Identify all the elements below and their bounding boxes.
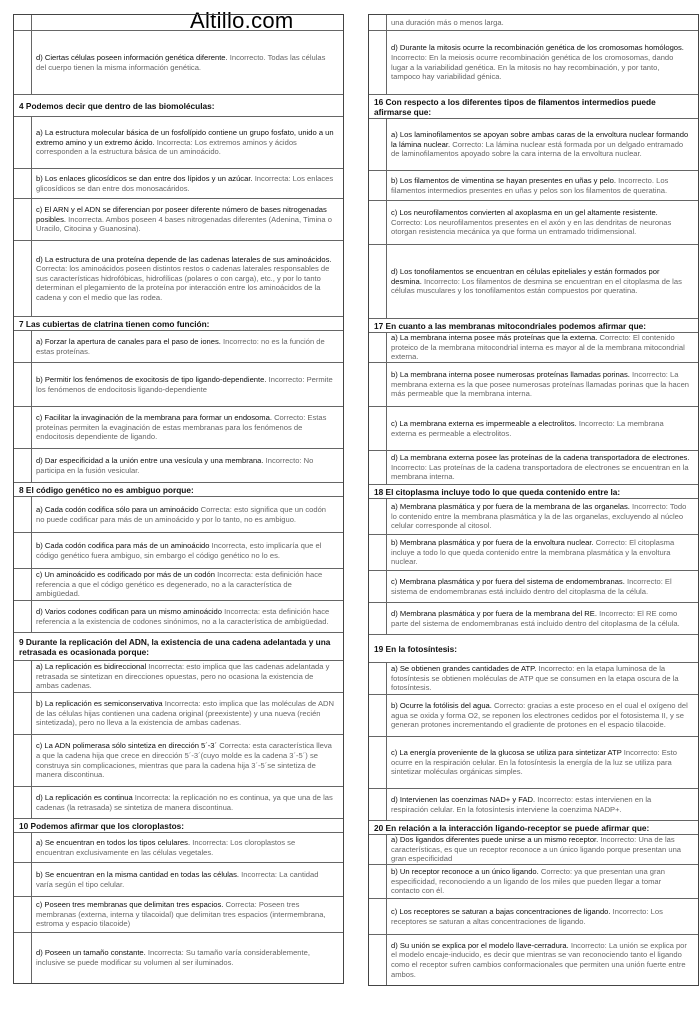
answer-row xyxy=(369,663,698,695)
answer-row xyxy=(14,407,343,449)
answer-row xyxy=(14,331,343,363)
answer-explanation: Correcta: esto significa que un codón no puede codificar para más de un aminoácido y por lo tanto, no es ambiguo. xyxy=(36,504,327,524)
answer-gutter xyxy=(14,199,32,240)
answer-explanation: Incorrecto: Las proteínas de la cadena transportadora de electrones se encuentran en la membrana interna. xyxy=(391,462,689,482)
answer-text xyxy=(387,663,694,694)
answer-row xyxy=(369,935,698,985)
answer-gutter xyxy=(14,15,32,30)
answer-gutter xyxy=(14,169,32,198)
answer-gutter xyxy=(14,363,32,406)
answer-explanation: Incorrecto: estas intervienen en la respiración celular. En la fotosíntesis interviene la coenzima NADP+. xyxy=(391,794,652,814)
answer-option: d) Varios codones codifican para un mismo aminoácido xyxy=(36,606,223,616)
answer-option: a) Se obtienen grandes cantidades de ATP. xyxy=(391,664,537,674)
answer-gutter xyxy=(14,787,32,818)
answer-text xyxy=(32,22,40,24)
question-heading: 9 Durante la replicación del ADN, la existencia de una cadena adelantada y una retrasada es ocasionada porque: xyxy=(14,633,343,661)
answer-option: b) Ocurre la fotólisis del agua. xyxy=(391,701,492,711)
answer-row xyxy=(369,31,698,95)
answer-row xyxy=(14,533,343,569)
answer-row xyxy=(14,497,343,533)
answer-explanation: Incorrecto: El RE como parte del sistema de endomembranas está incluido dentro del citoplasma de la célula. xyxy=(391,608,680,628)
answer-option: c) El ARN y el ADN se diferencian por poseer diferente número de bases nitrogenadas posibles. xyxy=(36,205,327,224)
answer-explanation: Correcto: El contenido proteico de la membrana mitocondrial interna es mayor al de la membrana mitocondrial externa. xyxy=(391,333,685,362)
answer-text xyxy=(32,540,339,561)
answer-explanation: Correcto: La lámina nuclear está formada por un delgado entramado de laminofilamentos apoyado sobre la cara interna de la envoltura nuclear. xyxy=(391,139,684,159)
answer-text xyxy=(32,661,339,692)
answer-option: a) Forzar la apertura de canales para el paso de iones. xyxy=(36,336,221,346)
answer-explanation: Incorrecta: Los enlaces glicosídicos se dan entre dos monosacáridos. xyxy=(36,173,334,193)
answer-row xyxy=(14,863,343,897)
answer-option: b) Los filamentos de vimentina se hayan presentes en uñas y pelo. xyxy=(391,175,616,185)
question-heading: 4 Podemos decir que dentro de las biomoléculas: xyxy=(14,95,343,117)
answer-row xyxy=(369,603,698,635)
answer-text xyxy=(32,374,339,395)
answer-text xyxy=(387,207,694,238)
answer-row xyxy=(14,735,343,787)
answer-gutter xyxy=(14,693,32,734)
answer-text xyxy=(32,899,339,930)
answer-explanation: Incorrecto: Los filamentos de desmina se encuentran en el citoplasma de las células musculares y los tonofilamentos están compuestos por queratina. xyxy=(391,276,682,296)
answer-gutter xyxy=(369,695,387,736)
answer-text xyxy=(387,42,694,82)
answer-text xyxy=(32,606,339,627)
answer-option: d) Ciertas células poseen información genética diferente. xyxy=(36,52,228,62)
answer-explanation: Incorrecto: La membrana externa es permeable a electrolitos. xyxy=(391,418,664,438)
answer-option: c) Poseen tres membranas que delimitan tres espacios. xyxy=(36,900,224,910)
answer-option: a) Membrana plasmática y por fuera de la membrana de las organelas. xyxy=(391,502,630,512)
answer-row xyxy=(369,451,698,485)
answer-gutter xyxy=(14,497,32,532)
answer-row xyxy=(14,241,343,317)
answer-row xyxy=(369,695,698,737)
question-heading: 7 Las cubiertas de clatrina tienen como función: xyxy=(14,317,343,331)
answer-explanation: Incorrecta: Su tamaño varía considerablemente, inclusive se puede modificar su volumen al ser iluminados. xyxy=(36,948,310,967)
answer-option: b) Un receptor reconoce a un único ligando. xyxy=(391,867,539,877)
answer-explanation: Incorrecto: en la etapa luminosa de la fotosíntesis se obtienen moléculas de ATP que se consumen en la etapa oscura de la fotosíntesis. xyxy=(391,664,679,693)
answer-text xyxy=(32,336,339,357)
answer-option: c) Membrana plasmática y por fuera del sistema de endomembranas. xyxy=(391,576,625,586)
answer-text xyxy=(32,947,339,968)
answer-text xyxy=(32,837,339,858)
answer-explanation: Incorrecta: esto implica que las moléculas de ADN de las células hijas contienen una cadena original (preexistente) y una nueva (recién sintetizada), pero no lleva a la existencia de ambas cadenas. xyxy=(36,699,334,728)
answer-option: d) Membrana plasmática y por fuera de la membrana del RE. xyxy=(391,608,597,618)
answer-text xyxy=(32,792,339,813)
answer-text xyxy=(32,569,339,600)
answer-option: d) Poseen un tamaño constante. xyxy=(36,948,146,958)
answer-explanation: Incorrecto: Una de las características, es que un receptor reconoce a un único ligando porque presentan una gran especificidad xyxy=(391,835,682,864)
answer-row xyxy=(14,787,343,819)
answer-gutter xyxy=(14,661,32,692)
question-heading: 16 Con respecto a los diferentes tipos de filamentos intermedios puede afirmarse que: xyxy=(369,95,698,119)
right-column xyxy=(368,14,699,986)
answer-option: c) Los neurofilamentos convierten al axoplasma en un gel altamente resistente. xyxy=(391,208,658,218)
answer-row xyxy=(14,661,343,693)
answer-text xyxy=(387,794,694,815)
answer-row xyxy=(369,333,698,363)
answer-explanation: Incorrecto: no es la función de estas proteínas. xyxy=(36,336,325,356)
answer-explanation: Incorrecto: En la meiosis ocurre recombinación genética de los cromosomas, dando lugar a la variabilidad genética. En la mitosis no hay recombinación, y por tanto, tampoco hay variabilidad génica. xyxy=(391,52,674,82)
answer-explanation: una duración más o menos larga. xyxy=(391,17,504,27)
answer-gutter xyxy=(14,569,32,600)
answer-gutter xyxy=(369,119,387,170)
answer-text xyxy=(32,504,339,525)
answer-gutter xyxy=(369,663,387,694)
answer-option: d) Su unión se explica por el modelo llave-cerradura. xyxy=(391,940,569,950)
answer-gutter xyxy=(14,117,32,168)
answer-gutter xyxy=(369,245,387,318)
answer-explanation: Correcto: Estas proteínas permiten la evaginación de estas membranas para los fenómenos de endocitosis dependiente de ligando. xyxy=(36,413,327,442)
answer-explanation: Correcta: los aminoácidos poseen distintos restos o cadenas laterales responsables de sus características hidrofóbicas, hidrofílicas (polares o con carga), etc., y por lo tanto determinan el plegamiento de la proteína por interacción entre los aminoácidos de la cadena y con el medio que las rodea. xyxy=(36,264,330,302)
answer-explanation: Correcto: El citoplasma incluye a todo lo que queda contenido entre la membrana plasmática y la envoltura nuclear. xyxy=(391,538,675,567)
answer-explanation: Incorrecta: Los extremos aminos y ácidos corresponden a la estructura básica de un aminoácido. xyxy=(36,137,297,157)
answer-gutter xyxy=(369,789,387,820)
answer-row xyxy=(14,897,343,933)
answer-row xyxy=(14,933,343,983)
answer-option: c) La energía proveniente de la glucosa se utiliza para sintetizar ATP xyxy=(391,748,622,758)
answer-explanation: Incorrecto: No participa en la fusión vesicular. xyxy=(36,455,314,475)
answer-gutter xyxy=(14,407,32,448)
answer-text xyxy=(387,501,694,532)
answer-row xyxy=(369,899,698,935)
answer-explanation: Incorrecto: La membrana externa es la que posee numerosas proteínas llamadas porinas que la hacen más permeable que la membrana interna. xyxy=(391,370,690,399)
answer-text xyxy=(32,254,339,304)
answer-gutter xyxy=(14,897,32,932)
answer-gutter xyxy=(14,449,32,482)
answer-row xyxy=(14,569,343,601)
answer-row xyxy=(369,737,698,789)
answer-explanation: Correcto: gracias a este proceso en el cual el oxígeno del agua se oxida y forma O2, se reponen los electrones cedidos por el fotosistema II, y se generan protones incrementando el gradiente de protones en el espacio tilacoide. xyxy=(391,701,688,730)
answer-text xyxy=(387,17,508,29)
answer-explanation: Incorrecta: Los cloroplastos se encuentran exclusivamente en las células vegetales. xyxy=(36,837,296,857)
answer-row xyxy=(14,199,343,241)
answer-option: d) Durante la mitosis ocurre la recombinación genética de los cromosomas homólogos. xyxy=(391,43,684,53)
answer-explanation: Correcta: esta característica lleva a que la cadena hija que crece en dirección 5´-3´(cuyo molde es la cadena 3´-5´) se construya sin complicaciones, mientras que para la cadena hija 3´-5´se sintetiza de manera discontinua. xyxy=(36,741,332,780)
answer-text xyxy=(387,129,694,160)
answer-text xyxy=(32,412,339,443)
answer-option: d) La membrana externa posee las proteínas de la cadena transportadora de electrones. xyxy=(391,453,690,463)
answer-row xyxy=(14,449,343,483)
answer-gutter xyxy=(369,333,387,362)
answer-gutter xyxy=(369,737,387,788)
answer-gutter xyxy=(14,833,32,862)
answer-explanation: Correcto: ya que presentan una gran especificidad, reconociendo a un ligando de los miles que pueden llegar a tomar contacto con él. xyxy=(391,867,665,896)
answer-gutter xyxy=(369,451,387,484)
answer-row xyxy=(369,363,698,407)
answer-row xyxy=(369,407,698,451)
answer-row xyxy=(369,15,698,31)
left-column xyxy=(13,14,344,984)
answer-gutter xyxy=(14,933,32,983)
answer-text xyxy=(387,906,694,927)
answer-explanation: Incorrecta: la replicación no es continua, ya que una de las cadenas (la retrasada) se sintetiza de manera discontinua. xyxy=(36,792,333,812)
answer-gutter xyxy=(14,735,32,786)
answer-option: b) La replicación es semiconservativa xyxy=(36,699,163,709)
answer-option: a) Se encuentran en todos los tipos celulares. xyxy=(36,837,191,847)
answer-gutter xyxy=(369,201,387,244)
answer-gutter xyxy=(369,363,387,406)
answer-option: a) Dos ligandos diferentes puede unirse a un mismo receptor. xyxy=(391,835,599,845)
answer-explanation: Correcto: Los neurofilamentos presentes en el axón y en las dendritas de neuronas otorgan resistencia mecánica ya que forma un entramado tridimensional. xyxy=(391,217,672,237)
answer-explanation: Incorrecta: esto implica que las cadenas adelantada y retrasada se sintetizan en direcciones opuestas, pero no ocasiona la existencia de ambas cadenas. xyxy=(36,662,330,691)
answer-text xyxy=(387,700,694,731)
question-heading: 17 En cuanto a las membranas mitocondriales podemos afirmar que: xyxy=(369,319,698,333)
answer-option: b) Se encuentran en la misma cantidad en todas las células. xyxy=(36,869,240,879)
answer-row xyxy=(14,169,343,199)
answer-explanation: Incorrecta: esta definición hace referencia a la existencia de codones sinónimos, no a la característica de ambigüedad. xyxy=(36,606,330,626)
answer-text xyxy=(387,452,694,483)
answer-option: b) Permitir los fenómenos de exocitosis de tipo ligando-dependiente. xyxy=(36,374,267,384)
answer-gutter xyxy=(14,601,32,632)
answer-gutter xyxy=(14,863,32,896)
question-heading: 8 El código genético no es ambiguo porque: xyxy=(14,483,343,497)
answer-option: c) Un aminoácido es codificado por más de un codón xyxy=(36,570,215,580)
answer-option: c) La ADN polimerasa sólo sintetiza en dirección 5´-3´ xyxy=(36,741,218,751)
answer-row xyxy=(369,499,698,535)
answer-text xyxy=(387,418,694,439)
answer-row xyxy=(369,171,698,201)
answer-text xyxy=(387,608,694,629)
answer-gutter xyxy=(14,331,32,362)
answer-gutter xyxy=(369,899,387,934)
answer-text xyxy=(387,835,694,865)
answer-gutter xyxy=(369,407,387,450)
answer-gutter xyxy=(369,171,387,200)
answer-text xyxy=(32,740,339,780)
answer-option: b) Membrana plasmática y por fuera de la envoltura nuclear. xyxy=(391,538,594,548)
answer-explanation: Incorrecta. Ambos poseen 4 bases nitrogenadas diferentes (Adenina, Timina o Uracilo, Citocina y Guanosina). xyxy=(36,214,332,234)
answer-option: d) La replicación es continua xyxy=(36,792,133,802)
answer-text xyxy=(387,537,694,568)
answer-option: b) Cada codón codifica para más de un aminoácido xyxy=(36,540,210,550)
answer-option: d) La estructura de una proteína depende de las cadenas laterales de sus aminoácidos. xyxy=(36,254,332,264)
answer-option: a) La estructura molecular básica de un fosfolípido contiene un grupo fosfato, unido a un extremo amino y un extremo ácido. xyxy=(36,128,334,147)
answer-gutter xyxy=(14,241,32,316)
answer-gutter xyxy=(14,533,32,568)
site-logo[interactable]: Altillo.com xyxy=(190,8,294,33)
answer-explanation: Correcta: Poseen tres membranas (externa, interna y tilacoidal) que delimitan tres espacios (intermembrana, estroma y espacio tilacoide) xyxy=(36,900,326,929)
answer-row xyxy=(14,693,343,735)
answer-text xyxy=(32,173,339,194)
answer-text xyxy=(32,204,339,235)
answer-gutter xyxy=(14,31,32,94)
answer-gutter xyxy=(369,571,387,602)
answer-gutter xyxy=(369,935,387,985)
answer-gutter xyxy=(369,535,387,570)
answer-text xyxy=(387,266,694,297)
answer-row xyxy=(369,245,698,319)
answer-explanation: Incorrecto: La unión se explica por el modelo encaje-inducido, es decir que mientras se van reconociendo tanto el ligando como el receptor sufren cambios conformacionales que permiten una unión fuerte entre ambos. xyxy=(391,940,687,979)
question-heading: 18 El citoplasma incluye todo lo que queda contenido entre la: xyxy=(369,485,698,499)
answer-row xyxy=(14,363,343,407)
answer-option: d) Los tonofilamentos se encuentran en células epiteliales y están formados por desmina. xyxy=(391,267,660,286)
answer-row xyxy=(14,833,343,863)
answer-text xyxy=(387,175,694,196)
answer-explanation: Incorrecto. Los filamentos intermedios presentes en uñas y pelos son los filamentos de queratina. xyxy=(391,175,669,195)
answer-option: b) La membrana interna posee numerosas proteínas llamadas porinas. xyxy=(391,370,630,380)
answer-option: a) Los laminofilamentos se apoyan sobre ambas caras de la envoltura nuclear formando la lámina nuclear. xyxy=(391,130,689,149)
answer-row xyxy=(14,31,343,95)
answer-row xyxy=(14,601,343,633)
answer-text xyxy=(32,455,339,476)
answer-text xyxy=(387,333,694,363)
answer-text xyxy=(387,747,694,778)
answer-text xyxy=(387,576,694,597)
answer-text xyxy=(32,127,339,158)
answer-option: a) La replicación es bidireccional xyxy=(36,662,147,672)
answer-text xyxy=(387,369,694,400)
answer-row xyxy=(14,117,343,169)
answer-row xyxy=(14,15,343,31)
answer-explanation: Incorrecto: Los receptores se saturan a altas concentraciones de ligando. xyxy=(391,906,663,926)
answer-explanation: Incorrecto: Esto ocurre en la respiración celular. En la fotosíntesis la energía de la luz se utiliza para sintetizar moléculas orgánicas simples. xyxy=(391,748,677,777)
answer-option: c) Facilitar la invaginación de la membrana para formar un endosoma. xyxy=(36,413,272,423)
answer-gutter xyxy=(369,603,387,634)
question-heading: 10 Podemos afirmar que los cloroplastos: xyxy=(14,819,343,833)
answer-row xyxy=(369,835,698,865)
answer-row xyxy=(369,535,698,571)
answer-text xyxy=(32,52,339,73)
answer-gutter xyxy=(369,835,387,864)
answer-option: a) La membrana interna posee más proteínas que la externa. xyxy=(391,333,598,343)
answer-row xyxy=(369,789,698,821)
answer-option: d) Intervienen las coenzimas NAD+ y FAD. xyxy=(391,794,536,804)
answer-row xyxy=(369,865,698,899)
answer-option: c) La membrana externa es impermeable a electrolitos. xyxy=(391,418,577,428)
answer-row xyxy=(369,571,698,603)
answer-row xyxy=(369,201,698,245)
answer-explanation: Incorrecto: Permite los fenómenos de endocitosis ligando-dependiente xyxy=(36,374,333,394)
answer-option: b) Los enlaces glicosídicos se dan entre dos lípidos y un azúcar. xyxy=(36,173,253,183)
question-heading: 20 En relación a la interacción ligando-receptor se puede afirmar que: xyxy=(369,821,698,835)
answer-gutter xyxy=(369,15,387,30)
answer-explanation: Incorrecto. Todas las células del cuerpo tienen la misma información genética. xyxy=(36,52,326,72)
answer-option: c) Los receptores se saturan a bajas concentraciones de ligando. xyxy=(391,906,611,916)
answer-option: d) Dar especificidad a la unión entre una vesícula y una membrana. xyxy=(36,455,264,465)
answer-text xyxy=(32,869,339,890)
answer-explanation: Incorrecta, esto implicaría que el código genético fuera ambiguo, sin embargo el código genético no lo es. xyxy=(36,540,322,560)
question-heading: 19 En la fotosíntesis: xyxy=(369,635,698,663)
answer-text xyxy=(32,698,339,729)
answer-option: a) Cada codón codifica sólo para un aminoácido xyxy=(36,504,199,514)
answer-explanation: Incorrecta: La cantidad varía según el tipo celular. xyxy=(36,869,319,889)
answer-row xyxy=(369,119,698,171)
answer-text xyxy=(387,866,694,897)
answer-explanation: Incorrecta: esta definición hace referencia a que el código genético es degenerado, no a la característica de ambigüedad. xyxy=(36,570,323,599)
answer-explanation: Incorrecto: El sistema de endomembranas está incluido dentro del citoplasma de la célula. xyxy=(391,576,672,596)
answer-gutter xyxy=(369,31,387,94)
answer-text xyxy=(387,940,694,980)
answer-gutter xyxy=(369,499,387,534)
answer-gutter xyxy=(369,865,387,898)
answer-explanation: Incorrecto: Todo lo contenido entre la membrana plasmática y la de las organelas, excluyendo al núcleo celular corresponde al citosol. xyxy=(391,502,687,531)
